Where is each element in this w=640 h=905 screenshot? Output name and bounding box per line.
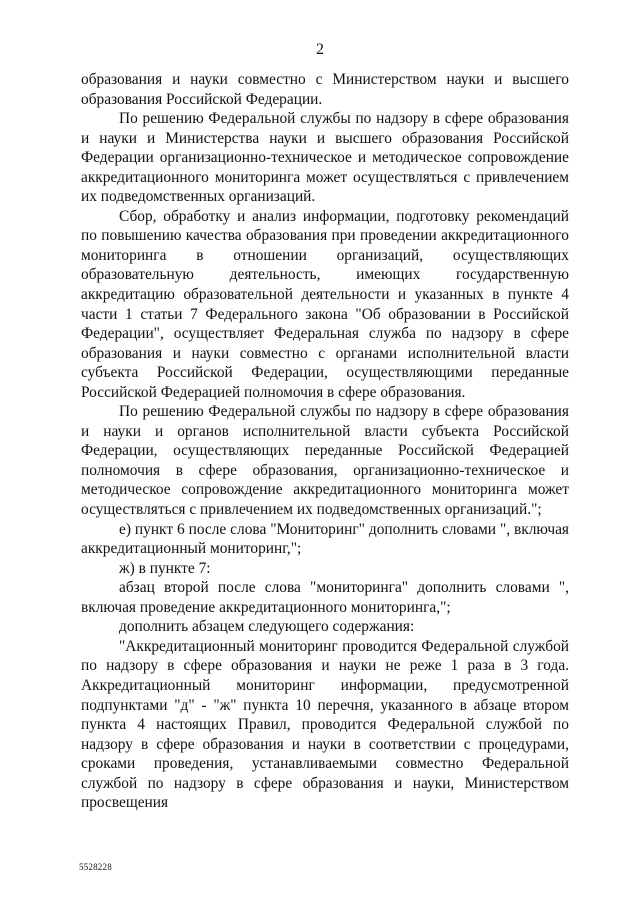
paragraph-item-e: е) пункт 6 после слова "Мониторинг" дополнить словами ", включая аккредитационный мониторинг,"; <box>81 520 569 558</box>
paragraph-item-zh: ж) в пункте 7: <box>119 559 211 577</box>
paragraph-second-subparagraph: абзац второй после слова "мониторинга" дополнить словами ", включая проведение аккредитационного мониторинга,"; <box>81 579 569 616</box>
document-body <box>81 70 569 813</box>
paragraph-continuation: образования и науки совместно с Министерством науки и высшего образования Российской Федерации. <box>81 71 569 108</box>
page-number: 2 <box>316 41 324 58</box>
footer-document-code: 5528228 <box>79 862 112 872</box>
paragraph-regional-authorities: По решению Федеральной службы по надзору в сфере образования и науки и органов исполнительной власти субъекта Российской Федерации, осуществляющих переданные Российской Федерацией полномочия в сфере образования, организационно-техническое и методическое сопровождение аккредитационного мониторинга может осуществляться с привлечением их подведомственных организаций."; <box>81 403 569 519</box>
paragraph-organizational-support: По решению Федеральной службы по надзору в сфере образования и науки и Министерства науки и высшего образования Российской Федерации организационно-техническое и методическое сопровождение аккредитационного мониторинга может осуществляться с привлечением их подведомственных организаций. <box>81 110 569 206</box>
paragraph-accreditation-monitoring: "Аккредитационный мониторинг проводится Федеральной службой по надзору в сфере образования и науки не реже 1 раза в 3 года. Аккредитационный мониторинг информации, предусмотренной подпунктами "д" - "ж" пункта 10 перечня, указанного в абзаце втором пункта 4 настоящих Правил, проводится Федеральной службой по надзору в сфере образования и науки в соответствии с процедурами, сроками проведения, устанавливаемыми совместно Федеральной службой по надзору в сфере образования и науки, Министерством просвещения <box>81 637 569 812</box>
paragraph-information-collection: Сбор, обработку и анализ информации, подготовку рекомендаций по повышению качества образования при проведении аккредитационного мониторинга в отношении организаций, осуществляющих образовательную деятельность, имеющих государственную аккредитацию образовательной деятельности и указанных в пункте 4 части 1 статьи 7 Федерального закона "Об образовании в Российской Федерации", осуществляет Федеральная служба по надзору в сфере образования и науки совместно с органами исполнительной власти субъекта Российской Федерации, осуществляющими переданные Российской Федерацией полномочия в сфере образования. <box>81 207 569 401</box>
paragraph-add-subparagraph: дополнить абзацем следующего содержания: <box>119 618 415 636</box>
